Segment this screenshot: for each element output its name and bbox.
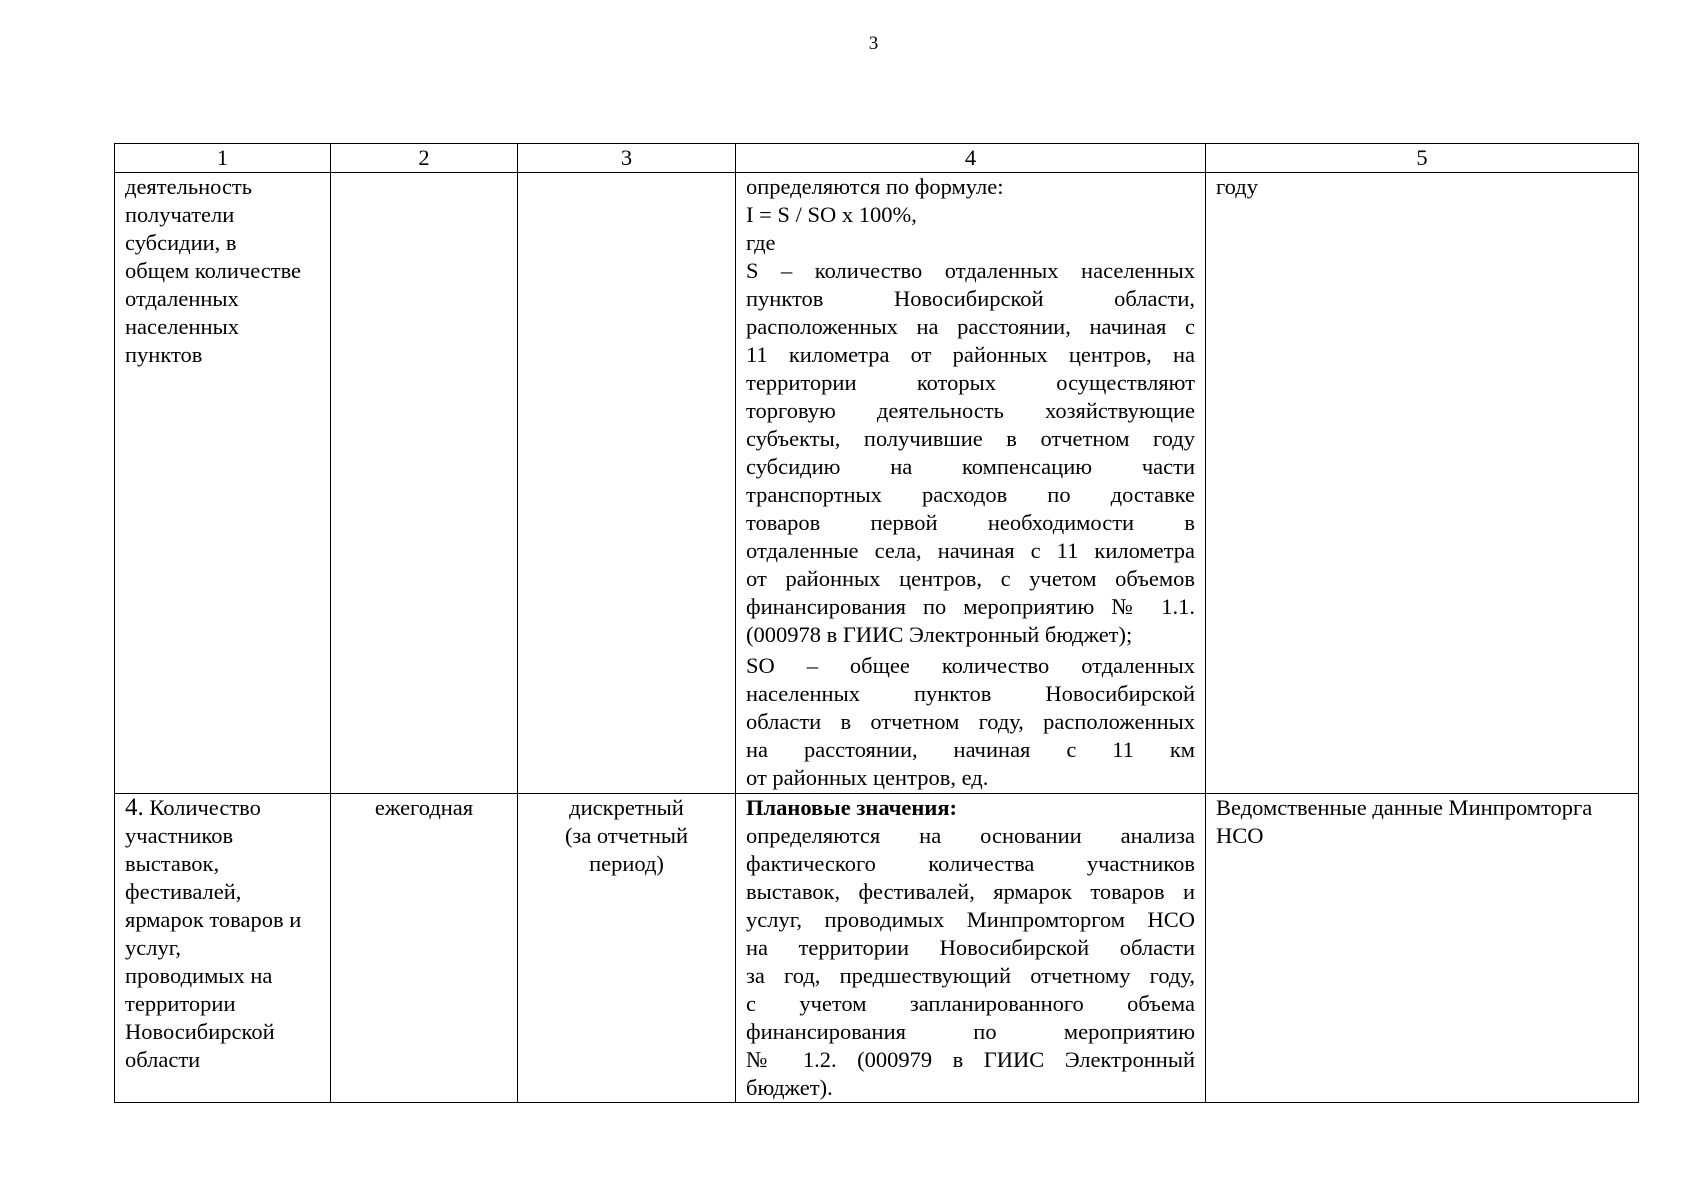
text-fragment: Количество bbox=[149, 795, 261, 820]
header-cell-5: 5 bbox=[1206, 144, 1639, 173]
text-line: товаров первой необходимости в bbox=[746, 510, 1195, 535]
text-line: выставок, фестивалей, ярмарок товаров и bbox=[746, 879, 1195, 904]
row2-data-source bbox=[1206, 794, 1639, 1103]
text-line: финансирования по мероприятию № 1.1. bbox=[746, 594, 1195, 619]
text-line: период) bbox=[589, 851, 664, 876]
text-line: территории которых осуществляют bbox=[746, 370, 1195, 395]
text-line: субсидии, в bbox=[125, 230, 237, 255]
text-line: № 1.2. (000979 в ГИИС Электронный bbox=[746, 1047, 1195, 1072]
text-line: (000978 в ГИИС Электронный бюджет); bbox=[746, 622, 1133, 647]
text-line: населенных bbox=[125, 314, 239, 339]
text-line: отдаленных bbox=[125, 286, 239, 311]
row1-indicator-type bbox=[518, 173, 736, 794]
text-line: пунктов bbox=[125, 342, 203, 367]
text-line: с учетом запланированного объема bbox=[746, 991, 1195, 1016]
text-line bbox=[125, 794, 320, 822]
indicator-number: 4. bbox=[125, 794, 144, 821]
text-line: транспортных расходов по доставке bbox=[746, 482, 1195, 507]
text-line: населенных пунктов Новосибирской bbox=[746, 681, 1195, 706]
text-line: области bbox=[125, 1047, 201, 1072]
text-line: торговую деятельность хозяйствующие bbox=[746, 398, 1195, 423]
section-heading: Плановые значения: bbox=[746, 795, 957, 820]
text-line: услуг, проводимых Минпромторгом НСО bbox=[746, 907, 1195, 932]
text-line: определяются на основании анализа bbox=[746, 823, 1195, 848]
text-line: фактического количества участников bbox=[746, 851, 1195, 876]
text-line: от районных центров, ед. bbox=[746, 765, 989, 790]
row2-calculation-method bbox=[736, 794, 1206, 1103]
text-line: субъекты, получившие в отчетном году bbox=[746, 426, 1195, 451]
text-line: от районных центров, с учетом объемов bbox=[746, 566, 1195, 591]
row1-data-source: году bbox=[1206, 173, 1639, 794]
text-line: определяются по формуле: bbox=[746, 174, 1004, 199]
text-line: на расстоянии, начиная с 11 км bbox=[746, 737, 1195, 762]
page-number: 3 bbox=[868, 33, 879, 54]
text-line: общем количестве bbox=[125, 258, 302, 283]
text-line: получатели bbox=[125, 202, 235, 227]
text-line: на территории Новосибирской области bbox=[746, 935, 1195, 960]
text-line: ярмарок товаров и bbox=[125, 907, 302, 932]
table-row bbox=[115, 173, 1639, 794]
text-line: услуг, bbox=[125, 935, 182, 960]
text-line: Новосибирской bbox=[125, 1019, 275, 1044]
text-line: S – количество отдаленных населенных bbox=[746, 258, 1195, 283]
text-line: финансирования по мероприятию bbox=[746, 1019, 1195, 1044]
text-line: фестивалей, bbox=[125, 879, 242, 904]
row1-calculation-method bbox=[736, 173, 1206, 794]
text-line: участников bbox=[125, 823, 234, 848]
text-line: пунктов Новосибирской области, bbox=[746, 286, 1195, 311]
table-row bbox=[115, 794, 1639, 1103]
row1-periodicity bbox=[331, 173, 518, 794]
text-line: Ведомственные данные Минпромторга bbox=[1216, 795, 1593, 820]
row2-indicator-name bbox=[115, 794, 331, 1103]
text-line: расположенных на расстоянии, начиная с bbox=[746, 314, 1195, 339]
text-line: территории bbox=[125, 991, 236, 1016]
text-line: деятельность bbox=[125, 174, 253, 199]
text-line: бюджет). bbox=[746, 1075, 833, 1100]
text-line: (за отчетный bbox=[564, 823, 689, 848]
row2-indicator-type bbox=[518, 794, 736, 1103]
row2-periodicity: ежегодная bbox=[331, 794, 518, 1103]
header-cell-4: 4 bbox=[736, 144, 1206, 173]
text-line: проводимых на bbox=[125, 963, 273, 988]
text-line: дискретный bbox=[569, 795, 684, 820]
text-line: выставок, bbox=[125, 851, 220, 876]
formula: I = S / SO x 100%, bbox=[746, 202, 917, 227]
text-line: субсидию на компенсацию части bbox=[746, 454, 1195, 479]
table-header-row bbox=[115, 144, 1639, 173]
header-cell-1: 1 bbox=[115, 144, 331, 173]
text-line: SO – общее количество отдаленных bbox=[746, 653, 1195, 678]
text-line: за год, предшествующий отчетному году, bbox=[746, 963, 1195, 988]
text-line: отдаленные села, начиная с 11 километра bbox=[746, 538, 1195, 563]
text-line: НСО bbox=[1216, 823, 1264, 848]
header-cell-3: 3 bbox=[518, 144, 736, 173]
text-line: где bbox=[746, 230, 776, 255]
header-cell-2: 2 bbox=[331, 144, 518, 173]
text-line: 11 километра от районных центров, на bbox=[746, 342, 1195, 367]
indicator-table bbox=[114, 143, 1639, 1103]
text-line: области в отчетном году, расположенных bbox=[746, 709, 1195, 734]
row1-indicator-name bbox=[115, 173, 331, 794]
